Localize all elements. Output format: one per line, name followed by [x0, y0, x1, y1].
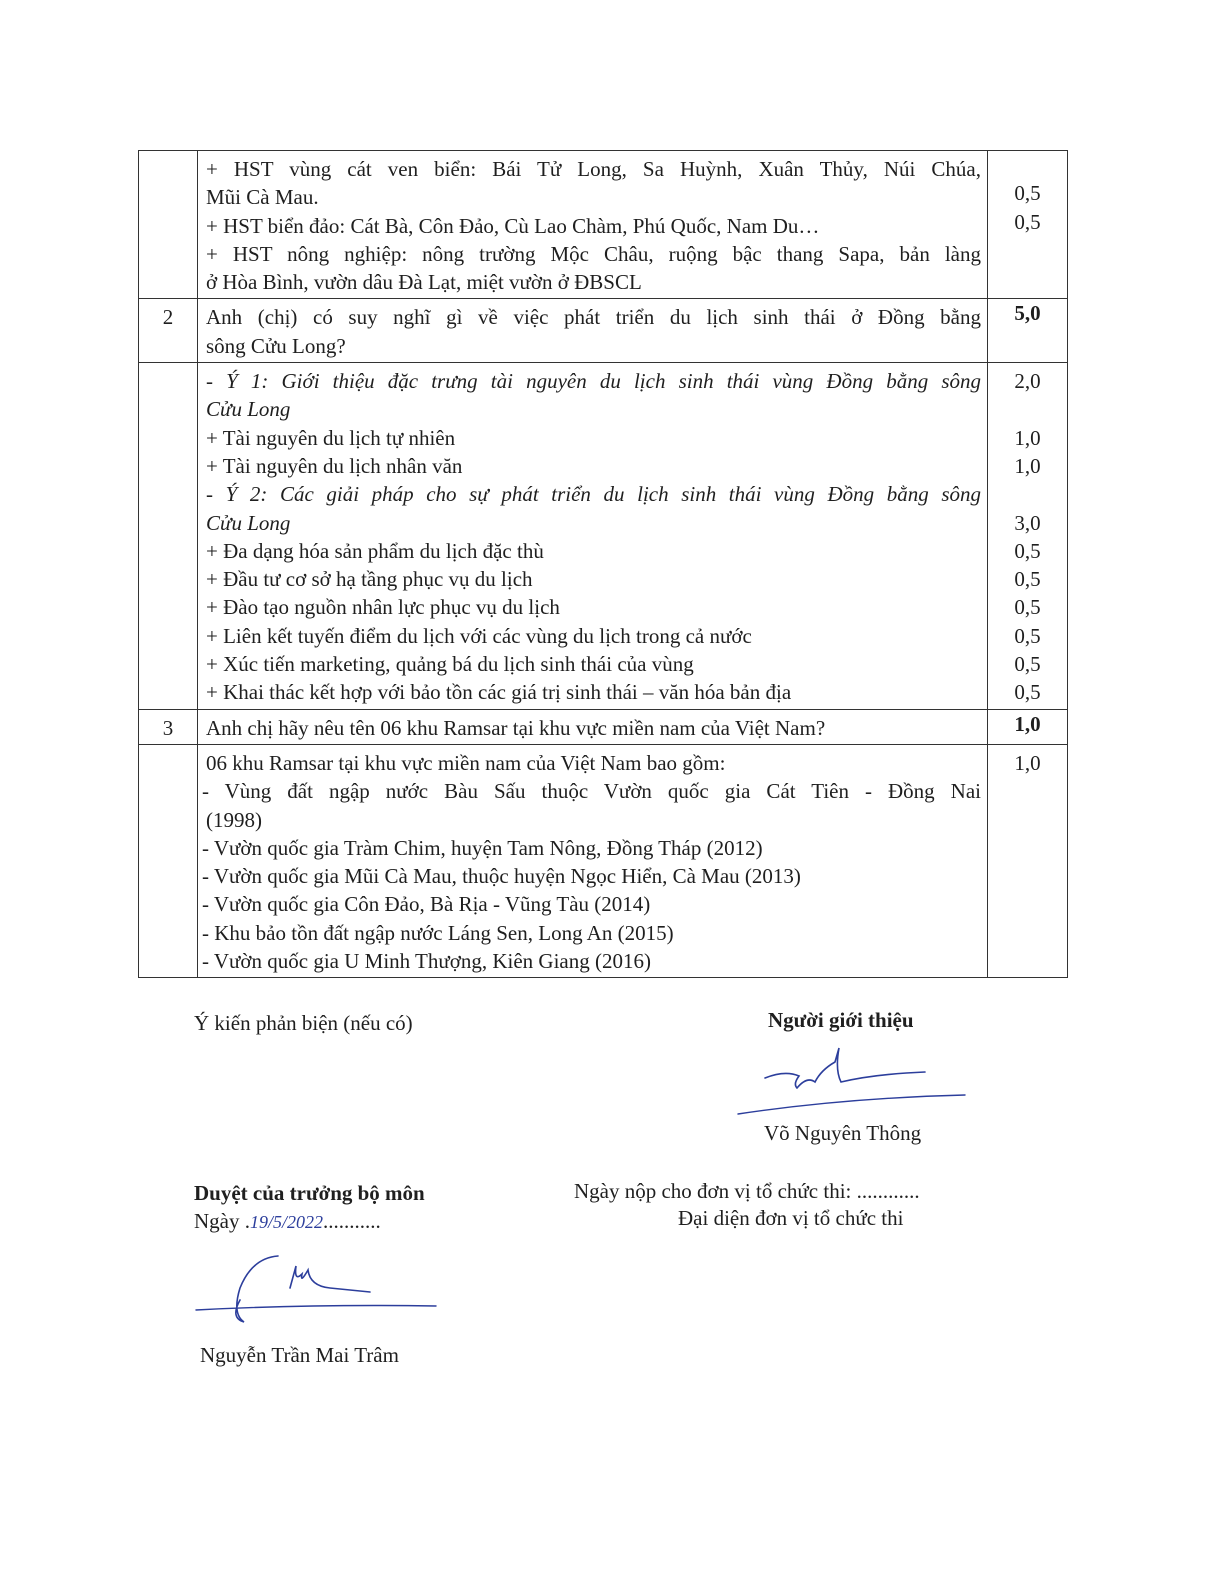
answer-line: + Đa dạng hóa sản phẩm du lịch đặc thù [206, 538, 544, 563]
score-value: 1,0 [1014, 425, 1041, 450]
score-value: 0,5 [1014, 538, 1041, 563]
answer-line: + Đầu tư cơ sở hạ tầng phục vụ du lịch [206, 567, 533, 592]
score-value: 0,5 [1014, 181, 1041, 206]
row-number-cell: 3 [139, 709, 198, 744]
date-suffix: ........... [323, 1209, 381, 1233]
score-value: 0,5 [1014, 209, 1041, 234]
answer-line: Cửu Long [206, 510, 291, 535]
answer-line: + Liên kết tuyến điểm du lịch với các vùng du lịch trong cả nước [206, 623, 752, 648]
score-value: 0,5 [1014, 567, 1041, 592]
organizer-representative: Đại diện đơn vị tổ chức thi [678, 1206, 904, 1230]
score-cell [988, 299, 1068, 363]
answer-line: - Ý 1: Giới thiệu đặc trưng tài nguyên du lịch sinh thái vùng Đồng bằng sông [206, 369, 981, 394]
answer-line: - Vườn quốc gia Tràm Chim, huyện Tam Nông, Đồng Tháp (2012) [202, 835, 763, 860]
answer-line: + Tài nguyên du lịch nhân văn [206, 453, 463, 478]
question-cell [198, 299, 988, 363]
head-signature [190, 1248, 440, 1328]
head-approval-title: Duyệt của trưởng bộ môn [194, 1181, 425, 1205]
answer-line: - Vùng đất ngập nước Bàu Sấu thuộc Vườn quốc gia Cát Tiên - Đồng Nai [202, 779, 981, 804]
score-value: 1,0 [1014, 711, 1041, 736]
answer-line: + Khai thác kết hợp với bảo tồn các giá trị sinh thái – văn hóa bản địa [206, 680, 792, 705]
score-value: 1,0 [1014, 453, 1041, 478]
question-line: Anh chị hãy nêu tên 06 khu Ramsar tại khu vực miền nam của Việt Nam? [206, 715, 826, 740]
score-value: 3,0 [1014, 510, 1041, 535]
content-line: Mũi Cà Mau. [206, 185, 319, 210]
answer-cell [198, 363, 988, 710]
answer-line: 06 khu Ramsar tại khu vực miền nam của Việt Nam bao gồm: [206, 750, 726, 775]
answer-line: - Khu bảo tồn đất ngập nước Láng Sen, Long An (2015) [202, 920, 674, 945]
score-value: 0,5 [1014, 680, 1041, 705]
date-handwritten: 19/5/2022 [250, 1212, 324, 1232]
table-row [139, 299, 1068, 363]
question-line: Anh (chị) có suy nghĩ gì về việc phát triển du lịch sinh thái ở Đồng bằng [206, 305, 981, 330]
score-value: 0,5 [1014, 595, 1041, 620]
content-line: + HST biển đảo: Cát Bà, Côn Đảo, Cù Lao Chàm, Phú Quốc, Nam Du… [206, 213, 820, 238]
answer-line: + Đào tạo nguồn nhân lực phục vụ du lịch [206, 595, 560, 620]
score-cell [988, 709, 1068, 744]
answer-line: - Ý 2: Các giải pháp cho sự phát triển du lịch sinh thái vùng Đồng bằng sông [206, 482, 981, 507]
score-value: 5,0 [1014, 301, 1041, 326]
score-value: 0,5 [1014, 623, 1041, 648]
answer-line: Cửu Long [206, 397, 291, 422]
date-prefix: Ngày . [194, 1209, 250, 1233]
answer-line: + Xúc tiến marketing, quảng bá du lịch sinh thái của vùng [206, 652, 694, 677]
row-number-cell: 2 [139, 299, 198, 363]
approval-date [194, 1209, 381, 1234]
answer-line: + Tài nguyên du lịch tự nhiên [206, 425, 456, 450]
introducer-signature [735, 1040, 975, 1120]
answer-line: - Vườn quốc gia U Minh Thượng, Kiên Giang (2016) [202, 949, 651, 974]
score-cell [988, 363, 1068, 710]
score-value: 2,0 [1014, 369, 1041, 394]
question-cell [198, 709, 988, 744]
row-number-cell [139, 363, 198, 710]
submission-date-label: Ngày nộp cho đơn vị tổ chức thi: ............ [574, 1179, 920, 1203]
score-value: 0,5 [1014, 652, 1041, 677]
review-label: Ý kiến phản biện (nếu có) [194, 1011, 413, 1035]
answer-table [138, 150, 1068, 978]
introducer-title: Người giới thiệu [768, 1008, 914, 1032]
score-cell [988, 151, 1068, 299]
table-row [139, 709, 1068, 744]
content-line: + HST nông nghiệp: nông trường Mộc Châu, ruộng bậc thang Sapa, bản làng [206, 241, 981, 266]
introducer-name: Võ Nguyên Thông [764, 1121, 922, 1145]
answer-line: - Vườn quốc gia Côn Đảo, Bà Rịa - Vũng Tàu (2014) [202, 892, 651, 917]
answer-line: - Vườn quốc gia Mũi Cà Mau, thuộc huyện Ngọc Hiển, Cà Mau (2013) [202, 864, 801, 889]
answer-cell [198, 744, 988, 977]
row-number-cell [139, 151, 198, 299]
content-line: + HST vùng cát ven biển: Bái Tử Long, Sa Huỳnh, Xuân Thủy, Núi Chúa, [206, 157, 981, 181]
content-cell [198, 151, 988, 299]
table-row [139, 151, 1068, 299]
question-line: sông Cửu Long? [206, 333, 346, 358]
answer-line: (1998) [206, 807, 262, 832]
row-number-cell [139, 744, 198, 977]
score-cell [988, 744, 1068, 977]
score-value: 1,0 [1014, 750, 1041, 775]
table-row [139, 363, 1068, 710]
head-name: Nguyễn Trần Mai Trâm [200, 1343, 399, 1367]
content-line: ở Hòa Bình, vườn dâu Đà Lạt, miệt vườn ở ĐBSCL [206, 270, 642, 295]
table-row [139, 744, 1068, 977]
